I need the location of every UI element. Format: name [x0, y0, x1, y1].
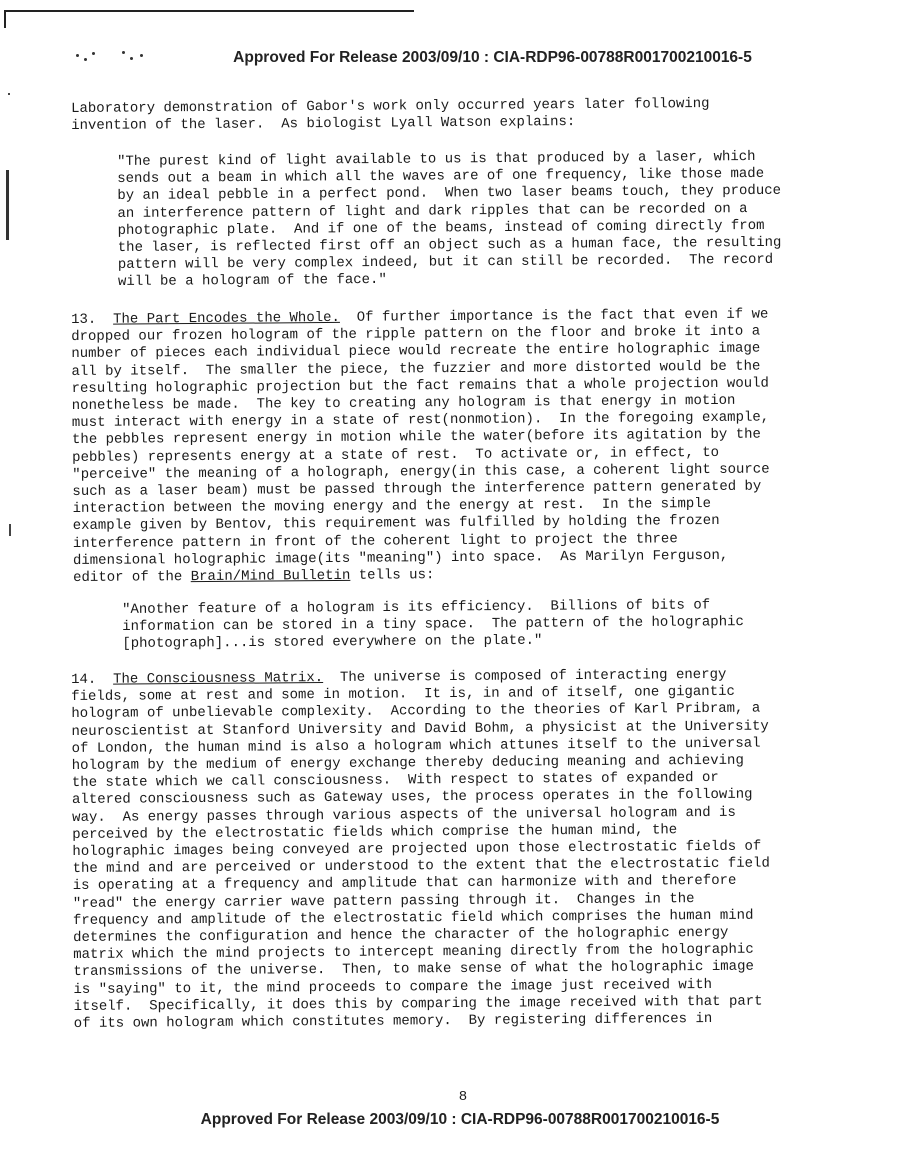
- text-line: "Another feature of a hologram is its efficiency. Billions of bits of: [122, 597, 711, 618]
- text-line: pattern will be very complex indeed, but it can still be recorded. The record: [117, 252, 774, 274]
- text-line: information can be stored in a tiny space. The pattern of the holographic: [122, 614, 744, 636]
- text-line: is "saying" to it, the mind proceeds to compare the image just received with: [73, 976, 713, 998]
- text-line: example given by Bentov, this requirement was fulfilled by holding the frozen: [72, 513, 720, 535]
- release-header: Approved For Release 2003/09/10 : CIA-RDP96-00788R001700210016-5: [233, 49, 752, 66]
- text-line: such as a laser beam) must be passed through the interference pattern generated by: [72, 478, 762, 501]
- section-14-heading: The Consciousness Matrix.: [113, 670, 324, 688]
- text-line: way. As energy passes through various aspects of the universal hologram and is: [72, 804, 736, 826]
- text-line: is operating at a frequency and amplitude that can harmonize with and therefore: [72, 873, 737, 895]
- text-line: dimensional holographic image(its "meaning") into space. As Marilyn Ferguson,: [72, 547, 729, 569]
- section-13-paragraph: [71, 306, 843, 587]
- text-line: by an ideal pebble in a perfect pond. When two laser beams touch, they produce: [117, 183, 782, 205]
- text-line: the mind and are perceived or understood to the extent that the electrostatic field: [72, 855, 770, 878]
- text-line: fields, some at rest and some in motion. It is, in and of itself, one gigantic: [71, 683, 735, 706]
- text-line: number of pieces each individual piece would recreate the entire holographic image: [71, 340, 761, 363]
- text-line: [photograph]...is stored everywhere on the plate.": [122, 633, 543, 653]
- text-run: editor of the: [73, 569, 191, 587]
- text-line: must interact with energy in a state of rest(nonmotion). In the foregoing example,: [71, 409, 770, 432]
- text-line: determines the configuration and hence the character of the holographic energy: [73, 924, 729, 947]
- text-line: "The purest kind of light available to us is that produced by a laser, which: [117, 148, 756, 170]
- text-line: of London, the human mind is also a hologram which attunes itself to the universal: [71, 735, 761, 757]
- text-line: transmissions of the universe. Then, to make sense of what the holographic image: [73, 959, 754, 981]
- text-line: photographic plate. And if one of the beams, instead of coming directly from: [117, 217, 765, 239]
- watson-quote: [117, 148, 888, 292]
- text-line: altered consciousness such as Gateway uses, the process operates in the following: [71, 787, 753, 809]
- text-line: will be a hologram of the face.": [117, 272, 387, 291]
- section-14-paragraph: [71, 666, 844, 1033]
- section-13-heading: The Part Encodes the Whole.: [113, 309, 340, 328]
- text-line: the laser, is reflected first off an object such as a human face, the resulting: [117, 234, 782, 257]
- text-line: the pebbles represent energy in motion while the water(before its agitation by the: [71, 427, 761, 449]
- text-line: pebbles) represents energy at a state of rest. To activate or, in effect, to: [72, 444, 720, 466]
- section-number: 14.: [71, 671, 114, 688]
- text-line: frequency and amplitude of the electrostatic field which comprises the human mind: [72, 907, 754, 929]
- text-line: the state which we call consciousness. With respect to states of expanded or: [71, 770, 719, 792]
- text-line: hologram by the medium of energy exchange thereby deducing meaning and achieving: [71, 752, 744, 775]
- text-line: interaction between the moving energy and the energy at rest. In the simple: [72, 496, 712, 518]
- text-line: hologram of unbelievable complexity. According to the theories of Karl Pribram, a: [71, 700, 761, 723]
- scan-margin-dot: [9, 524, 11, 536]
- text-line: "read" the energy carrier wave pattern passing through it. Changes in the: [72, 890, 695, 912]
- text-line: all by itself. The smaller the piece, the fuzzier and more distorted would be the: [71, 358, 761, 380]
- text-line: interference pattern in front of the coherent light to project the three: [72, 530, 678, 552]
- intro-paragraph: [71, 95, 841, 135]
- scan-margin-dot: [8, 93, 10, 95]
- text-line: Laboratory demonstration of Gabor's work only occurred years later following: [71, 95, 710, 117]
- text-run: Of further importance is the fact that even if we: [339, 306, 769, 326]
- text-line: invention of the laser. As biologist Lyall Watson explains:: [71, 114, 576, 135]
- page-number: 8: [458, 1089, 468, 1105]
- text-line: matrix which the mind projects to intercept meaning directly from the holographic: [73, 941, 754, 964]
- text-line: holographic images being conveyed are projected upon those electrostatic fields of: [72, 838, 762, 861]
- text-line: dropped our frozen hologram of the ripple pattern on the floor and broke it into a: [71, 323, 761, 346]
- scan-margin-bar: [6, 170, 9, 240]
- text-line: itself. Specifically, it does this by comparing the image received with that part: [73, 993, 763, 1015]
- text-run: The universe is composed of interacting energy: [323, 666, 727, 687]
- text-line: nonetheless be made. The key to creating any hologram is that energy in motion: [71, 392, 736, 415]
- ferguson-quote: [122, 596, 892, 654]
- scan-corner-mark: [4, 10, 414, 28]
- text-line: sends out a beam in which all the waves are of one frequency, like those made: [117, 166, 765, 188]
- publication-title: Brain/Mind Bulletin: [190, 567, 351, 586]
- text-line: an interference pattern of light and dark ripples that can be recorded on a: [117, 200, 748, 222]
- text-line: "perceive" the meaning of a holograph, energy(in this case, a coherent light source: [72, 461, 770, 483]
- text-line: of its own hologram which constitutes memory. By registering differences in: [73, 1011, 713, 1033]
- section-number: 13.: [71, 311, 114, 328]
- text-line: neuroscientist at Stanford University and David Bohm, a physicist at the University: [71, 718, 769, 740]
- text-run: tells us:: [350, 567, 435, 584]
- release-footer: Approved For Release 2003/09/10 : CIA-RDP96-00788R001700210016-5: [200, 1111, 720, 1128]
- text-line: resulting holographic projection but the fact remains that a whole projection would: [71, 375, 769, 397]
- text-line: perceived by the electrostatic fields which comprise the human mind, the: [72, 822, 678, 843]
